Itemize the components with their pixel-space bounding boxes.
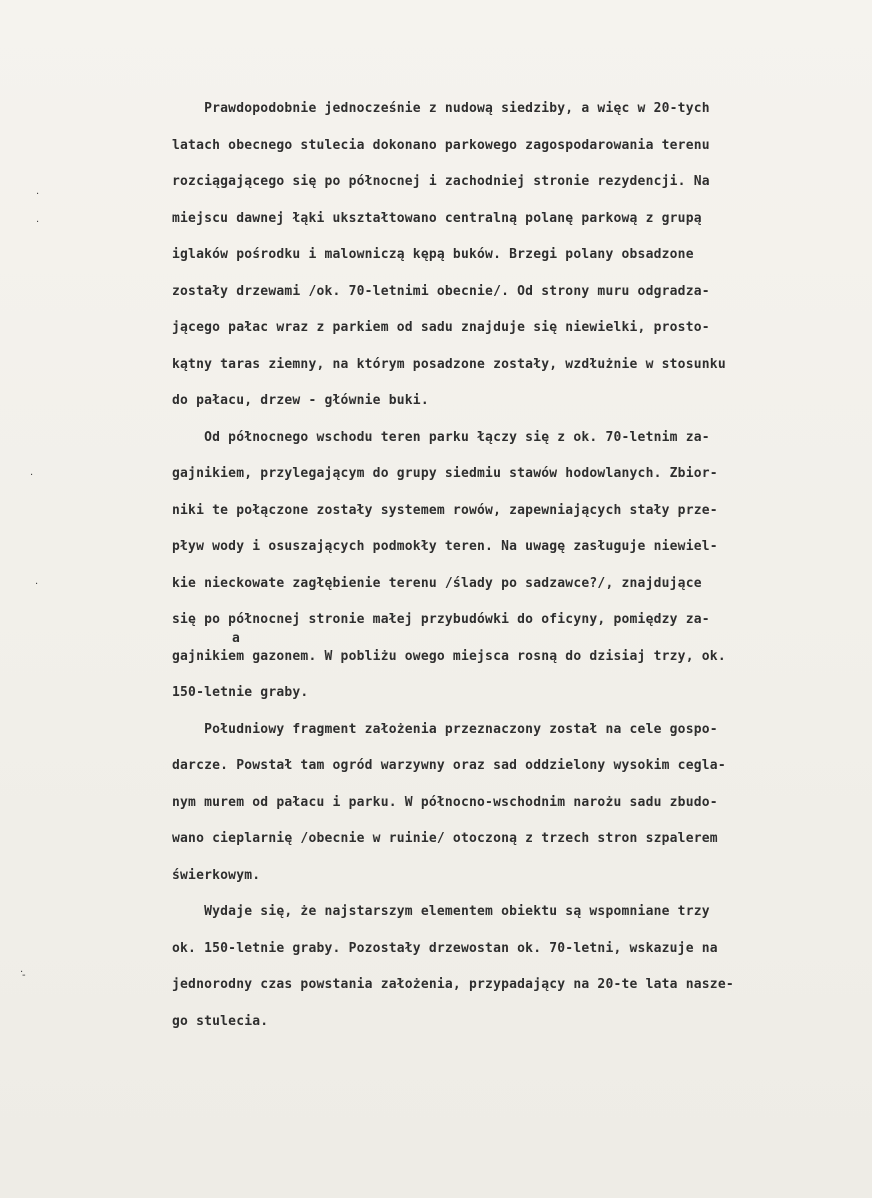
text-line: się po północnej stronie małej przybudówki do oficyny, pomiędzy za- [172,612,710,627]
margin-speck: - [22,970,26,981]
text-line: Prawdopodobnie jednocześnie z nudową siedziby, a więc w 20-tych [172,101,710,116]
text-line: gajnikiem gazonem. W pobliżu owego miejsca rosną do dzisiaj trzy, ok. [172,649,726,664]
text-line: jącego pałac wraz z parkiem od sadu znajduje się niewielki, prosto- [172,320,710,335]
text-line: 150-letnie graby. [172,685,309,700]
text-line: rozciągającego się po północnej i zachodniej stronie rezydencji. Na [172,174,710,189]
text-line: darcze. Powstał tam ogród warzywny oraz sad oddzielony wysokim cegla- [172,758,726,773]
text-line: Od północnego wschodu teren parku łączy się z ok. 70-letnim za- [172,430,710,445]
text-line: iglaków pośrodku i malowniczą kępą buków. Brzegi polany obsadzone [172,247,694,262]
text-line: gajnikiem, przylegającym do grupy siedmiu stawów hodowlanych. Zbior- [172,466,718,481]
text-line: Wydaje się, że najstarszym elementem obiektu są wspomniane trzy [172,904,710,919]
margin-speck: · [36,189,40,200]
text-line: jednorodny czas powstania założenia, przypadający na 20-te lata nasze- [172,977,734,992]
text-line: kątny taras ziemny, na którym posadzone zostały, wzdłużnie w stosunku [172,357,726,372]
text-line: wano cieplarnię /obecnie w ruinie/ otoczoną z trzech stron szpalerem [172,831,718,846]
text-line: nym murem od pałacu i parku. W północno-wschodnim narożu sadu zbudo- [172,795,718,810]
text-line: niki te połączone zostały systemem rowów, zapewniających stały prze- [172,503,718,518]
text-line: do pałacu, drzew - głównie buki. [172,393,429,408]
text-line: go stulecia. [172,1014,269,1029]
text-line: zostały drzewami /ok. 70-letnimi obecnie/. Od strony muru odgradza- [172,284,710,299]
text-line: ok. 150-letnie graby. Pozostały drzewostan ok. 70-letni, wskazuje na [172,941,718,956]
margin-speck: · [20,967,24,978]
interlinear-insert: a [232,631,241,646]
text-line: miejscu dawnej łąki ukształtowano centralną polanę parkową z grupą [172,211,702,226]
text-line: kie nieckowate zagłębienie terenu /ślady po sadzawce?/, znajdujące [172,576,702,591]
margin-speck: · [30,470,34,481]
text-line: pływ wody i osuszających podmokły teren. Na uwagę zasługuje niewiel- [172,539,718,554]
text-line: Południowy fragment założenia przeznaczony został na cele gospo- [172,722,718,737]
margin-speck: · [36,217,40,228]
margin-speck: · [35,579,39,590]
text-line: latach obecnego stulecia dokonano parkowego zagospodarowania terenu [172,138,710,153]
text-line: świerkowym. [172,868,261,883]
